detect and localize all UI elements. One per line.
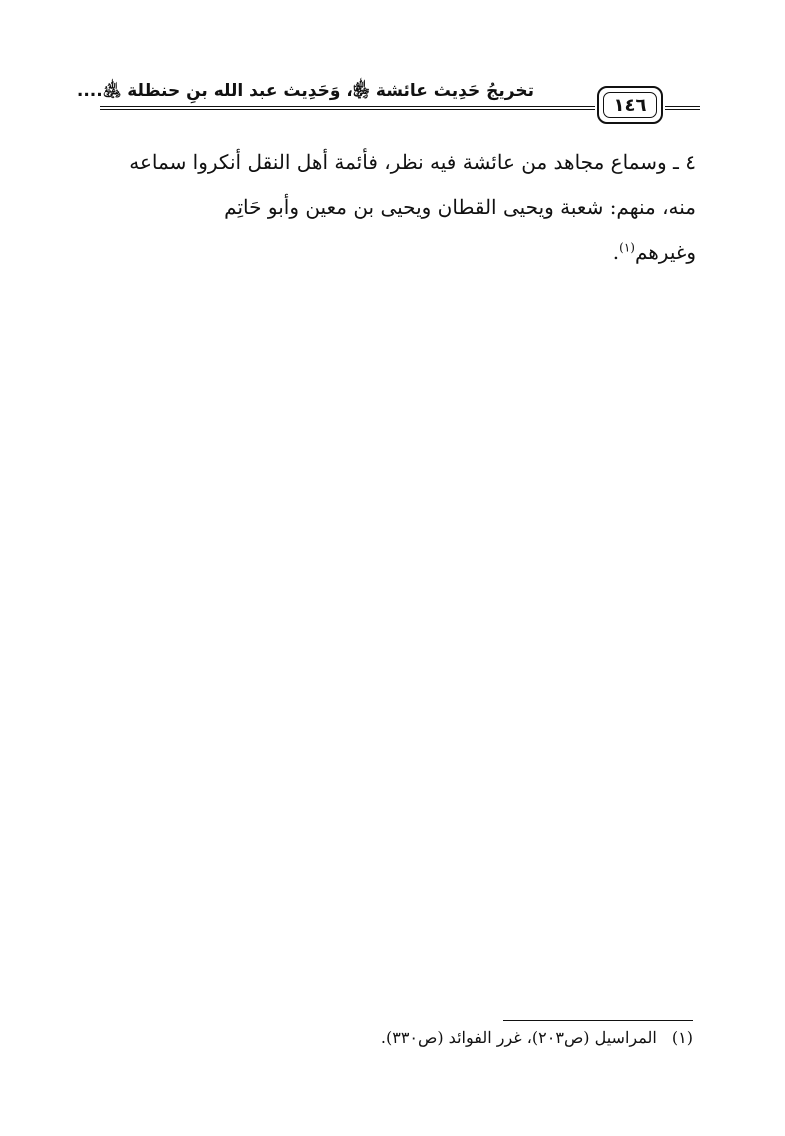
page-header [76, 78, 700, 128]
page-number: ١٤٦ [603, 92, 657, 118]
header-rule-right [665, 106, 700, 110]
main-text [100, 140, 696, 275]
footnote-text: المراسيل (ص٢٠٣)، غرر الفوائد (ص٣٣٠). [380, 1028, 657, 1047]
footnote-number: (١) [671, 1028, 693, 1047]
running-title: تخريجُ حَدِيث عائشة ﵂، وَحَدِيث عبد الله بنِ حنظلة ﵁.... [76, 81, 534, 101]
header-rule-left [100, 106, 595, 110]
footnote-separator [503, 1020, 693, 1021]
footnote-reference: (١) [619, 240, 635, 255]
text-line-2: منه، منهم: شعبة ويحيى القطان ويحيى بن معين وأبو حَاتِم [224, 195, 696, 219]
text-line-3-words: وغيرهم [634, 240, 696, 264]
line-end-period: . [612, 240, 620, 264]
text-line-3 [100, 230, 696, 275]
footnote [381, 1028, 693, 1047]
page-number-frame [597, 86, 663, 124]
text-line-1: ٤ ـ وسماع مجاهد من عائشة فيه نظر، فأئمة أهل النقل أنكروا سماعه [129, 150, 696, 174]
